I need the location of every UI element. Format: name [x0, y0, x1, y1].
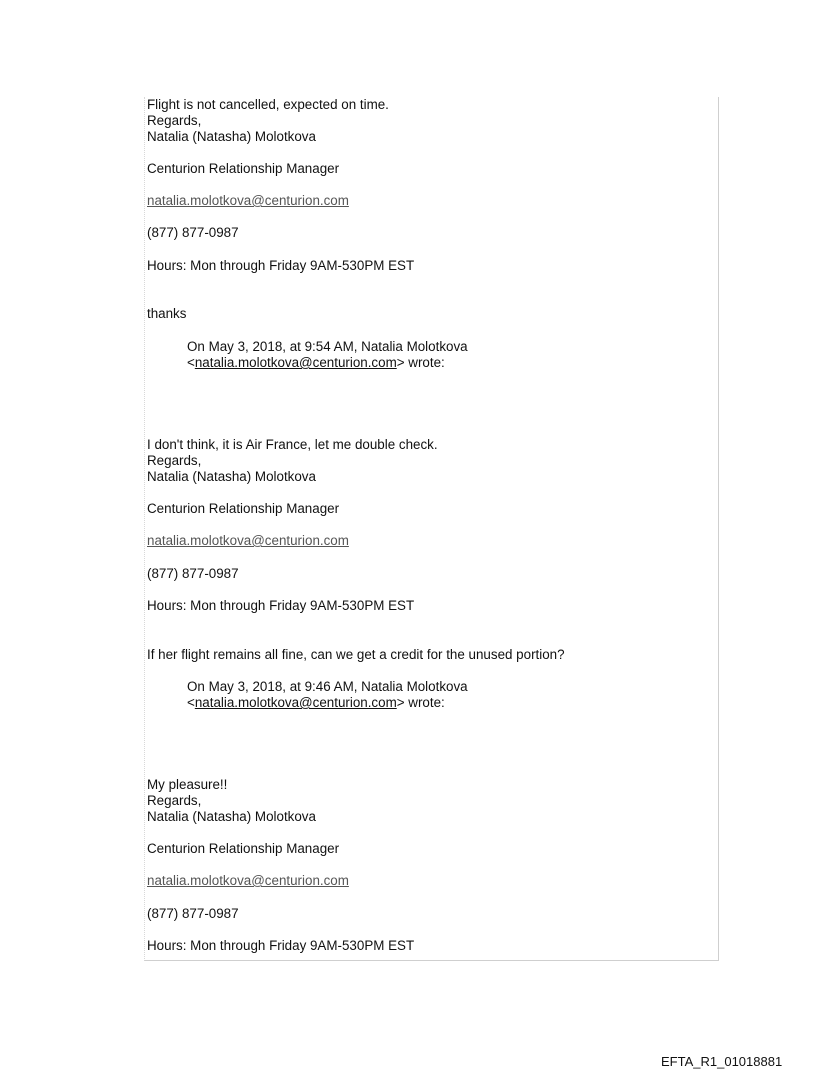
quote-close: > wrote:: [396, 695, 445, 710]
quote-from: [187, 355, 445, 371]
signature-email: [147, 873, 349, 889]
signature-title: Centurion Relationship Manager: [147, 501, 340, 516]
email-link[interactable]: natalia.molotkova@centurion.com: [147, 873, 349, 888]
quote-header: On May 3, 2018, at 9:46 AM, Natalia Molotkova: [187, 679, 468, 694]
quote-close: > wrote:: [396, 355, 445, 370]
signature-name: Natalia (Natasha) Molotkova: [147, 809, 316, 824]
signature-name: Natalia (Natasha) Molotkova: [147, 129, 316, 144]
signature-email: [147, 533, 349, 549]
message-body-line: Regards,: [147, 113, 202, 128]
signature-hours: Hours: Mon through Friday 9AM-530PM EST: [147, 938, 415, 953]
signature-email: [147, 193, 349, 209]
signature-hours: Hours: Mon through Friday 9AM-530PM EST: [147, 598, 415, 613]
email-link[interactable]: natalia.molotkova@centurion.com: [147, 533, 349, 548]
signature-hours: Hours: Mon through Friday 9AM-530PM EST: [147, 258, 415, 273]
signature-phone: (877) 877-0987: [147, 225, 239, 240]
message-body-line: My pleasure!!: [147, 777, 228, 792]
message-body-line: Flight is not cancelled, expected on time.: [147, 97, 389, 112]
email-link[interactable]: natalia.molotkova@centurion.com: [194, 355, 397, 370]
signature-name: Natalia (Natasha) Molotkova: [147, 469, 316, 484]
message-body-line: Regards,: [147, 453, 202, 468]
reply-text: thanks: [147, 306, 187, 321]
quote-open: <: [187, 355, 195, 370]
document-id: EFTA_R1_01018881: [661, 1054, 783, 1069]
message-body-line: Regards,: [147, 793, 202, 808]
reply-text: If her flight remains all fine, can we get a credit for the unused portion?: [147, 647, 565, 662]
email-link[interactable]: natalia.molotkova@centurion.com: [194, 695, 397, 710]
signature-phone: (877) 877-0987: [147, 566, 239, 581]
signature-title: Centurion Relationship Manager: [147, 841, 340, 856]
message-body-line: I don't think, it is Air France, let me double check.: [147, 437, 438, 452]
quote-from: [187, 695, 445, 711]
email-link[interactable]: natalia.molotkova@centurion.com: [147, 193, 349, 208]
quote-header: On May 3, 2018, at 9:54 AM, Natalia Molotkova: [187, 339, 468, 354]
signature-title: Centurion Relationship Manager: [147, 161, 340, 176]
signature-phone: (877) 877-0987: [147, 906, 239, 921]
quote-open: <: [187, 695, 195, 710]
